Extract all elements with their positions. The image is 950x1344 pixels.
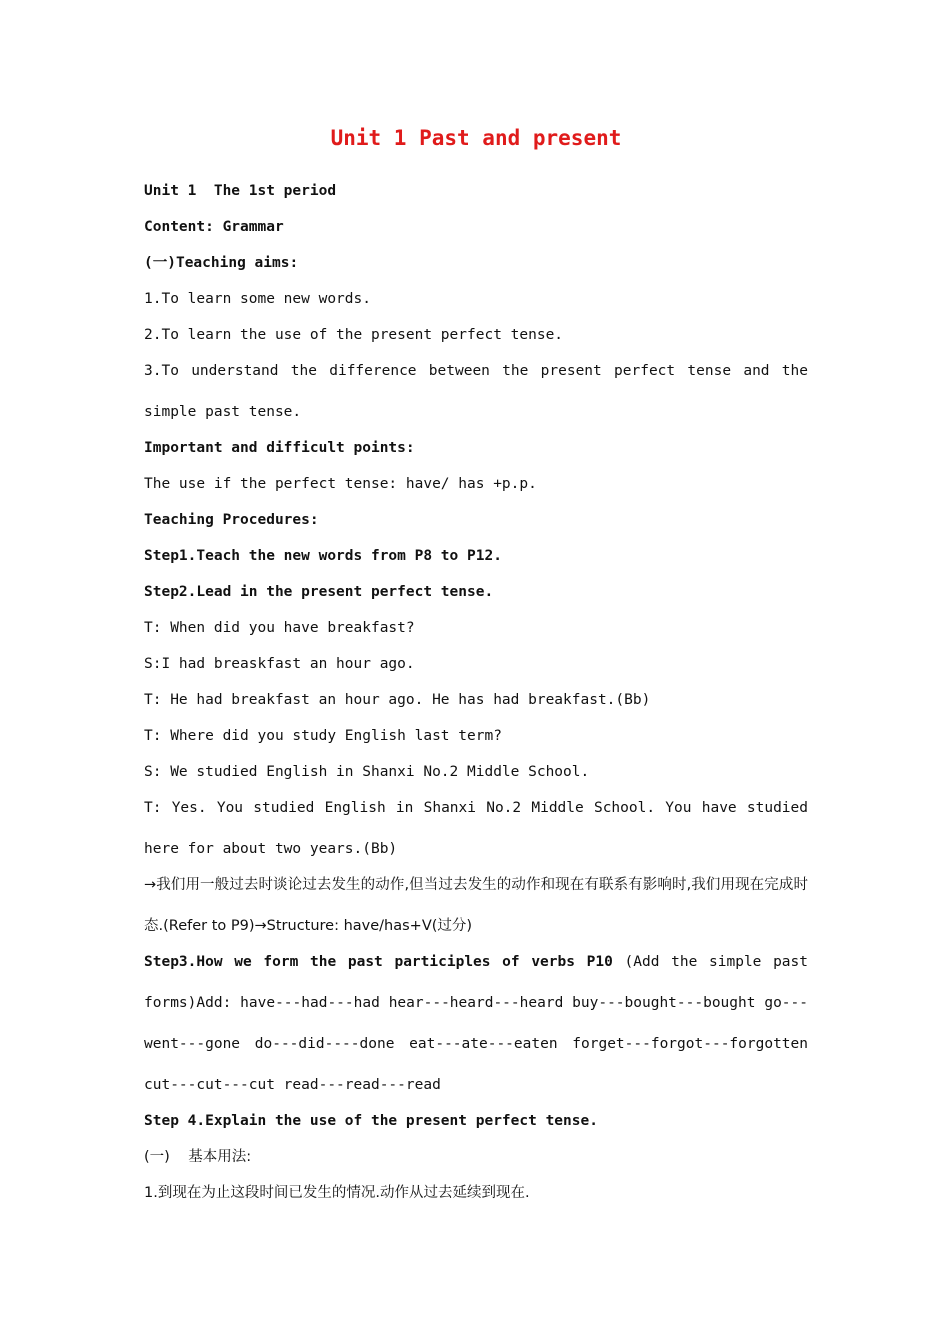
step-4: Step 4.Explain the use of the present perfect tense.: [144, 1113, 598, 1129]
dialogue-line: T: He had breakfast an hour ago. He has had breakfast.(Bb): [144, 692, 651, 708]
aim-1: 1.To learn some new words.: [144, 291, 371, 307]
document-title: Unit 1 Past and present: [330, 126, 622, 150]
important-points-text: The use if the perfect tense: have/ has +p.p.: [144, 476, 537, 492]
aim-2: 2.To learn the use of the present perfect tense.: [144, 327, 564, 343]
content-heading: Content: Grammar: [144, 219, 284, 235]
dialogue-line: T: Where did you study English last term?: [144, 728, 502, 744]
step-3-forms: (Add the simple past forms)Add: have---had---had hear---heard---heard buy---bought---bought go---went---gone do---did----done eat---ate---eaten forget---forgot---forgotten cut---cut---cut read---read---read: [144, 954, 808, 1093]
dialogue-line: T: Yes. You studied English in Shanxi No.2 Middle School. You have studied here for about two years.(Bb): [144, 800, 808, 857]
dialogue-line: S: We studied English in Shanxi No.2 Middle School.: [144, 764, 590, 780]
step-1: Step1.Teach the new words from P8 to P12.: [144, 548, 502, 564]
aim-3: 3.To understand the difference between the present perfect tense and the simple past tense.: [144, 363, 808, 420]
dialogue-line: S:I had breaskfast an hour ago.: [144, 656, 415, 672]
step-3-heading: Step3.How we form the past participles of verbs P10: [144, 954, 613, 970]
step-3: [144, 942, 808, 1106]
structure-note: →我们用一般过去时谈论过去发生的动作,但当过去发生的动作和现在有联系有影响时,我们用现在完成时态.(Refer to P9)→Structure: have/has+V(过分): [144, 877, 808, 934]
dialogue-line: T: When did you have breakfast?: [144, 620, 415, 636]
usage-1: 1.到现在为止这段时间已发生的情况.动作从过去延续到现在.: [144, 1185, 530, 1201]
period-heading: Unit 1 The 1st period: [144, 183, 337, 199]
document-page: [144, 120, 808, 1218]
basic-usage-heading: (一) 基本用法:: [144, 1149, 252, 1165]
procedures-heading: Teaching Procedures:: [144, 512, 319, 528]
teaching-aims-heading: (一)Teaching aims:: [144, 255, 299, 271]
step-2: Step2.Lead in the present perfect tense.: [144, 584, 494, 600]
important-points-heading: Important and difficult points:: [144, 440, 415, 456]
